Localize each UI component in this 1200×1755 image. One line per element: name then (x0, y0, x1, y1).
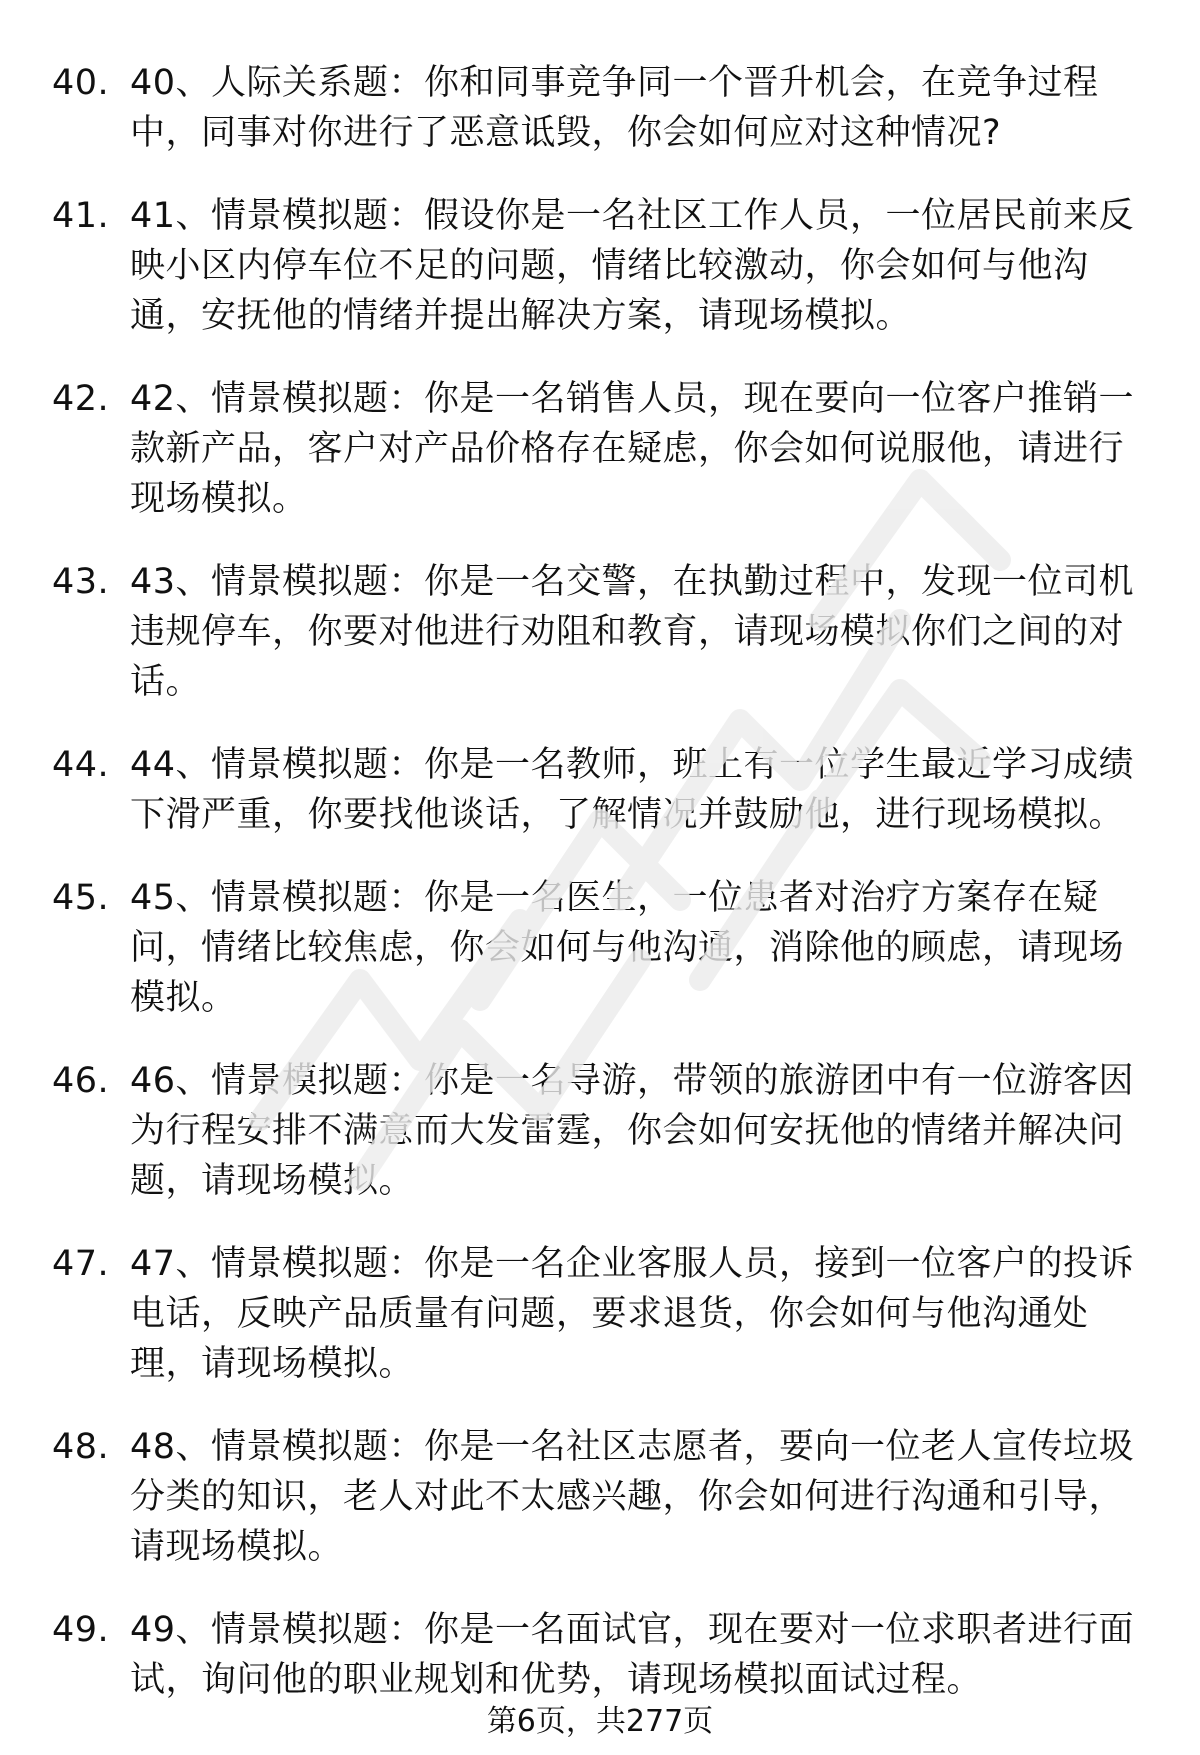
question-item (50, 191, 1150, 341)
question-number: 44. (52, 745, 110, 785)
question-number: 42. (52, 379, 110, 419)
page-footer: 第6页，共277页 (486, 1704, 714, 1739)
question-item (50, 374, 1150, 524)
question-item (50, 58, 1150, 158)
question-list (50, 58, 1150, 1738)
question-text: 47、情景模拟题：你是一名企业客服人员，接到一位客户的投诉电话，反映产品质量有问题，要求退货，你会如何与他沟通处理，请现场模拟。 (130, 1244, 1135, 1384)
question-text: 44、情景模拟题：你是一名教师，班上有一位学生最近学习成绩下滑严重，你要找他谈话，了解情况并鼓励他，进行现场模拟。 (130, 745, 1135, 835)
question-text: 48、情景模拟题：你是一名社区志愿者，要向一位老人宣传垃圾分类的知识，老人对此不太感兴趣，你会如何进行沟通和引导，请现场模拟。 (130, 1427, 1135, 1567)
question-number: 40. (52, 63, 110, 103)
question-number: 43. (52, 562, 110, 602)
question-number: 49. (52, 1610, 110, 1650)
question-number: 41. (52, 196, 110, 236)
question-text: 46、情景模拟题：你是一名导游，带领的旅游团中有一位游客因为行程安排不满意而大发雷霆，你会如何安抚他的情绪并解决问题，请现场模拟。 (130, 1061, 1135, 1201)
question-item (50, 1422, 1150, 1572)
question-number: 47. (52, 1244, 110, 1284)
question-text: 43、情景模拟题：你是一名交警，在执勤过程中，发现一位司机违规停车，你要对他进行劝阻和教育，请现场模拟你们之间的对话。 (130, 562, 1135, 702)
question-text: 49、情景模拟题：你是一名面试官，现在要对一位求职者进行面试，询问他的职业规划和优势，请现场模拟面试过程。 (130, 1610, 1135, 1700)
question-text: 42、情景模拟题：你是一名销售人员，现在要向一位客户推销一款新产品，客户对产品价格存在疑虑，你会如何说服他，请进行现场模拟。 (130, 379, 1135, 519)
question-item (50, 1056, 1150, 1206)
question-item (50, 1605, 1150, 1705)
question-text: 41、情景模拟题：假设你是一名社区工作人员，一位居民前来反映小区内停车位不足的问题，情绪比较激动，你会如何与他沟通，安抚他的情绪并提出解决方案，请现场模拟。 (130, 196, 1135, 336)
question-number: 48. (52, 1427, 110, 1467)
question-text: 40、人际关系题：你和同事竞争同一个晋升机会，在竞争过程中，同事对你进行了恶意诋毁，你会如何应对这种情况? (130, 63, 1099, 153)
question-item (50, 1239, 1150, 1389)
question-number: 46. (52, 1061, 110, 1101)
question-item (50, 873, 1150, 1023)
question-item (50, 557, 1150, 707)
question-number: 45. (52, 878, 110, 918)
question-item (50, 740, 1150, 840)
question-text: 45、情景模拟题：你是一名医生，一位患者对治疗方案存在疑问，情绪比较焦虑，你会如何与他沟通，消除他的顾虑，请现场模拟。 (130, 878, 1125, 1018)
